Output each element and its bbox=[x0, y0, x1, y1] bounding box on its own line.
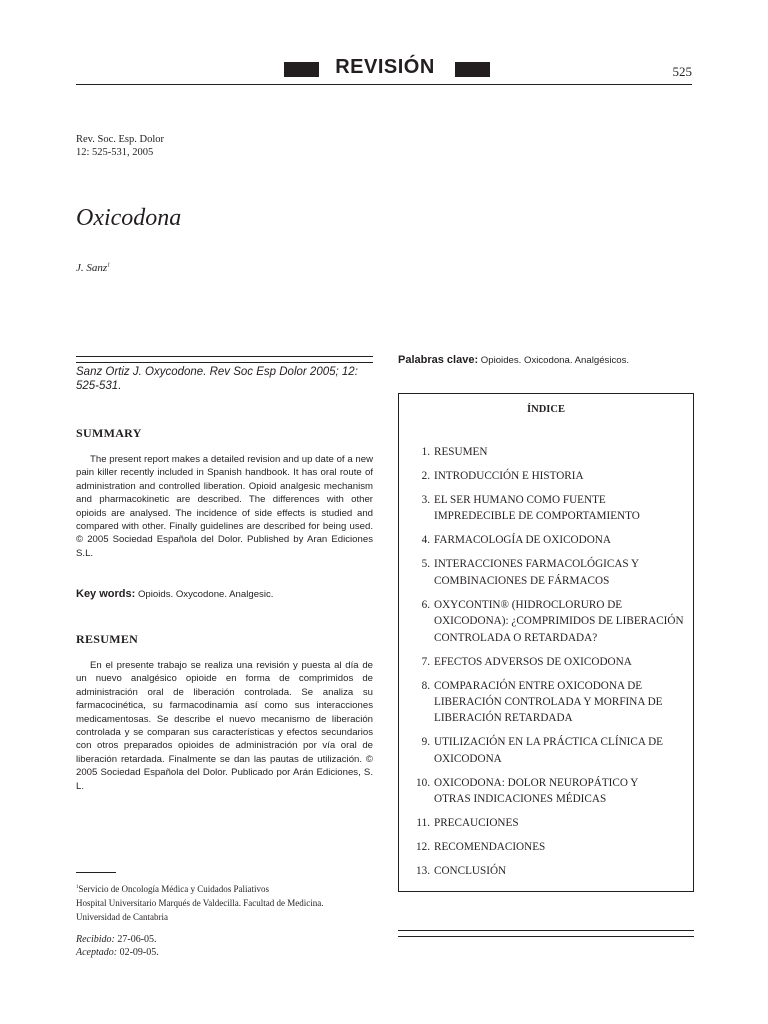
accepted-label: Aceptado: bbox=[76, 947, 118, 958]
index-item-label: UTILIZACIÓN EN LA PRÁCTICA CLÍNICA DE OXICODONA bbox=[434, 736, 664, 765]
index-item-number: 8. bbox=[421, 679, 430, 692]
journal-line: Rev. Soc. Esp. Dolor bbox=[76, 134, 164, 145]
index-item bbox=[404, 839, 694, 855]
index-item bbox=[404, 775, 694, 808]
header-bar-left bbox=[284, 62, 319, 77]
index-item bbox=[404, 863, 694, 879]
index-item-label: COMPARACIÓN ENTRE OXICODONA DE LIBERACIÓN CONTROLADA Y MORFINA DE LIBERACIÓN RETARDADA bbox=[434, 679, 663, 725]
index-item-label: CONCLUSIÓN bbox=[434, 865, 507, 878]
section-title: REVISIÓN bbox=[335, 56, 435, 78]
index-item-number: 6. bbox=[421, 598, 430, 611]
index-item bbox=[404, 678, 694, 727]
footnote-line: Universidad de Cantabria bbox=[76, 912, 168, 922]
index-item bbox=[404, 597, 694, 646]
index-item-number: 13. bbox=[416, 865, 430, 878]
index-item-label: OXICODONA: DOLOR NEUROPÁTICO Y OTRAS INDICACIONES MÉDICAS bbox=[434, 776, 638, 806]
index-item-label: RESUMEN bbox=[434, 446, 488, 458]
palabras-clave-label: Palabras clave: bbox=[398, 354, 479, 366]
header-rule bbox=[76, 84, 692, 85]
received-label: Recibido: bbox=[76, 934, 115, 945]
column-end-rule bbox=[398, 930, 694, 937]
journal-line: 12: 525-531, 2005 bbox=[76, 147, 154, 158]
index-item bbox=[404, 556, 694, 589]
index-item-label: EFECTOS ADVERSOS DE OXICODONA bbox=[434, 655, 632, 668]
article-title: Oxicodona bbox=[76, 205, 182, 231]
key-words bbox=[76, 588, 376, 600]
index-item-label: INTERACCIONES FARMACOLÓGICAS Y COMBINACIONES DE FÁRMACOS bbox=[434, 558, 639, 587]
footnote-mark: 1 bbox=[76, 885, 79, 890]
index-item bbox=[404, 444, 694, 460]
index-item-label: INTRODUCCIÓN E HISTORIA bbox=[434, 470, 584, 482]
page-number: 525 bbox=[672, 64, 692, 79]
resumen-heading: RESUMEN bbox=[76, 632, 139, 646]
index-item-number: 2. bbox=[421, 470, 430, 482]
journal-reference bbox=[76, 133, 164, 159]
index-item bbox=[404, 468, 694, 484]
citation: Sanz Ortiz J. Oxycodone. Rev Soc Esp Dolor 2005; 12: 525-531. bbox=[76, 366, 358, 392]
footnote-line: Hospital Universitario Marqués de Valdecilla. Facultad de Medicina. bbox=[76, 898, 324, 908]
key-words-label: Key words: bbox=[76, 588, 136, 600]
resumen-text: En el presente trabajo se realiza una revisión y puesta al día de un nuevo analgésico opioide en forma de comprimidos de administración oral de liberación controlada. Se analiza su farmacocinética, su farmacodinamia así como sus interacciones medicamentosas. Se describe el nuevo mecanismo de liberación controlada y se comparan sus características y efectos secundarios con otros preparados opioides de administración por vía oral de liberación retardada. Finalmente se dan las pautas de utilización. © 2005 Sociedad Española del Dolor. Publicado por Arán Ediciones, S. L. bbox=[76, 660, 373, 792]
summary-text: The present report makes a detailed revision and up date of a new pain killer recently included in Spanish handbook. It has oral route of administration and controlled liberation. Opioid analgesic mechanism and pharmacokinetic are described. The differences with other opioids are analysed. The incidence of side effects is studied and compared with other. Finally guidelines are described for being used. © 2005 Sociedad Española del Dolor. Published by Aran Ediciones S.L. bbox=[76, 454, 373, 559]
index-item-label: FARMACOLOGÍA DE OXICODONA bbox=[434, 534, 611, 547]
footnote-line bbox=[76, 881, 376, 896]
index-item-number: 5. bbox=[421, 558, 430, 571]
index-item bbox=[404, 734, 694, 767]
index-list bbox=[404, 444, 694, 880]
index-item bbox=[404, 654, 694, 670]
author-name: J. Sanz bbox=[76, 262, 108, 274]
index-item-number: 11. bbox=[416, 817, 430, 830]
accepted-value: 02-09-05. bbox=[119, 947, 159, 958]
author bbox=[76, 262, 110, 274]
index-item-number: 10. bbox=[416, 776, 430, 789]
index-title: ÍNDICE bbox=[527, 404, 565, 415]
index-item bbox=[404, 815, 694, 831]
received-date bbox=[76, 933, 159, 946]
index-item-number: 4. bbox=[421, 534, 430, 547]
palabras-clave-text: Opioides. Oxicodona. Analgésicos. bbox=[480, 355, 630, 366]
index-item-number: 7. bbox=[421, 655, 430, 668]
index-item-label: EL SER HUMANO COMO FUENTE IMPREDECIBLE DE COMPORTAMIENTO bbox=[434, 494, 640, 523]
index-item-number: 3. bbox=[421, 494, 430, 506]
index-item-label: PRECAUCIONES bbox=[434, 817, 519, 830]
index-item-label: RECOMENDACIONES bbox=[434, 841, 546, 854]
header-bar-right bbox=[455, 62, 490, 77]
index-item-number: 9. bbox=[421, 736, 430, 749]
accepted-date bbox=[76, 946, 159, 959]
index-item-number: 1. bbox=[421, 446, 430, 458]
summary-heading: SUMMARY bbox=[76, 426, 142, 440]
footnote bbox=[76, 881, 376, 924]
palabras-clave bbox=[398, 354, 698, 366]
index-item bbox=[404, 492, 694, 525]
dates bbox=[76, 933, 159, 959]
footnote-text: Servicio de Oncología Médica y Cuidados Paliativos bbox=[78, 884, 269, 894]
index-item bbox=[404, 532, 694, 548]
key-words-text: Opioids. Oxycodone. Analgesic. bbox=[137, 589, 274, 600]
footnote-rule bbox=[76, 872, 116, 873]
index-item-number: 12. bbox=[416, 841, 430, 854]
index-item-label: OXYCONTIN® (HIDROCLORURO DE OXICODONA): ¿COMPRIMIDOS DE LIBERACIÓN CONTROLADA O RETARDADA? bbox=[434, 598, 684, 644]
received-value: 27-06-05. bbox=[117, 934, 157, 945]
author-affiliation-mark: 1 bbox=[107, 262, 111, 269]
citation-rule bbox=[76, 356, 373, 363]
